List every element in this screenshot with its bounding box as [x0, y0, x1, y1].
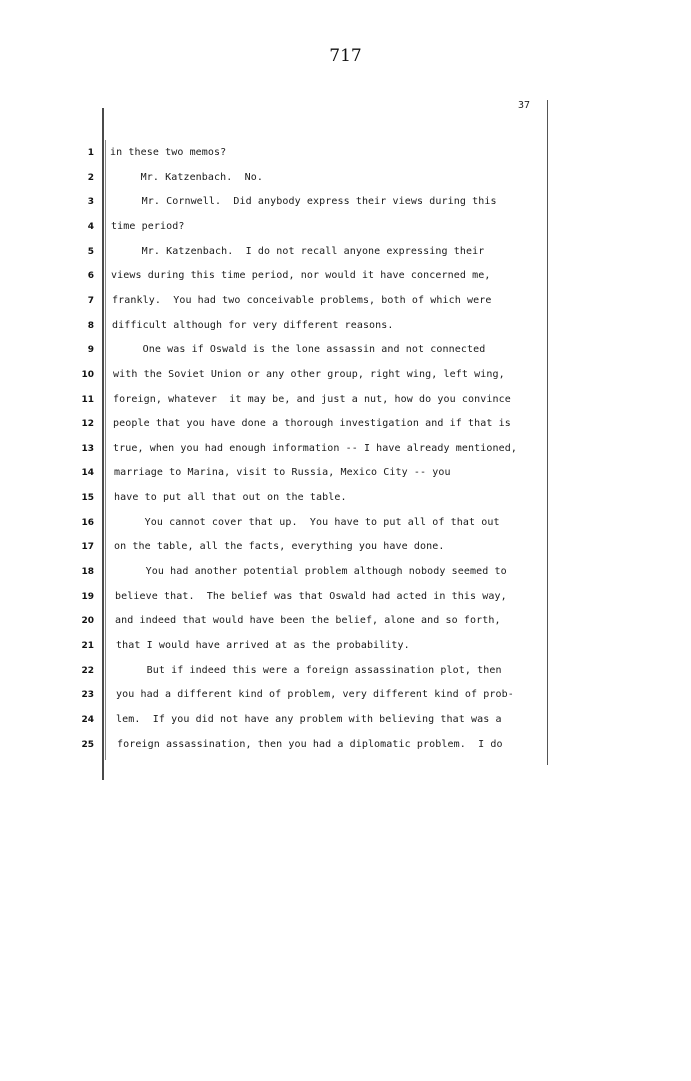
transcript-line: in these two memos?	[110, 147, 227, 158]
transcript-line: One was if Oswald is the lone assassin and not connected	[112, 344, 486, 355]
line-number: 12	[81, 419, 94, 429]
transcript-line: that I would have arrived at as the probability.	[116, 640, 410, 651]
transcript-line: with the Soviet Union or any other group, right wing, left wing,	[113, 369, 505, 380]
transcript-line: true, when you had enough information -- I have already mentioned,	[113, 443, 517, 454]
transcript-line: Mr. Cornwell. Did anybody express their views during this	[111, 196, 497, 207]
transcript-line: foreign, whatever it may be, and just a nut, how do you convince	[113, 394, 511, 405]
transcript-line: You had another potential problem although nobody seemed to	[115, 566, 507, 577]
transcript-line: have to put all that out on the table.	[114, 492, 347, 503]
line-number: 15	[81, 493, 94, 503]
transcript-line: marriage to Marina, visit to Russia, Mexico City -- you	[114, 467, 451, 478]
line-number: 7	[87, 296, 94, 306]
transcript-line: difficult although for very different reasons.	[112, 320, 394, 331]
line-number: 19	[81, 592, 94, 602]
page-number: 717	[329, 46, 362, 66]
transcript-line: views during this time period, nor would it have concerned me,	[111, 270, 491, 281]
line-number: 22	[81, 666, 94, 676]
sub-page-number: 37	[517, 100, 530, 111]
line-number: 6	[87, 271, 94, 281]
line-number: 11	[81, 395, 94, 405]
transcript-line: you had a different kind of problem, very different kind of prob-	[116, 689, 514, 700]
line-number: 2	[87, 173, 94, 183]
line-number: 20	[81, 616, 94, 626]
transcript-line: people that you have done a thorough investigation and if that is	[113, 418, 511, 429]
line-number: 13	[81, 444, 94, 454]
line-number: 21	[81, 641, 94, 651]
line-number: 5	[87, 247, 94, 257]
transcript-line: on the table, all the facts, everything you have done.	[114, 541, 445, 552]
line-number: 8	[87, 321, 94, 331]
line-number: 1	[87, 148, 94, 158]
transcript-line: But if indeed this were a foreign assassination plot, then	[116, 665, 502, 676]
transcript-line: foreign assassination, then you had a diplomatic problem. I do	[117, 739, 503, 750]
line-number: 17	[81, 542, 94, 552]
line-number: 4	[87, 222, 94, 232]
transcript-line: and indeed that would have been the belief, alone and so forth,	[115, 615, 501, 626]
transcript-line: Mr. Katzenbach. I do not recall anyone expressing their	[111, 246, 485, 257]
line-number: 24	[81, 715, 94, 725]
line-number: 9	[87, 345, 94, 355]
transcript-line: believe that. The belief was that Oswald had acted in this way,	[115, 591, 507, 602]
transcript-line: time period?	[111, 221, 185, 232]
line-number: 18	[81, 567, 94, 577]
line-number: 3	[87, 197, 94, 207]
line-number: 16	[81, 518, 94, 528]
line-number: 23	[81, 690, 94, 700]
line-number: 14	[81, 468, 94, 478]
transcript-line: You cannot cover that up. You have to put all of that out	[114, 517, 500, 528]
transcript-line: frankly. You had two conceivable problems, both of which were	[112, 295, 492, 306]
transcript-line: lem. If you did not have any problem with believing that was a	[116, 714, 502, 725]
line-number: 10	[81, 370, 94, 380]
line-number: 25	[81, 740, 94, 750]
transcript-line: Mr. Katzenbach. No.	[110, 172, 264, 183]
